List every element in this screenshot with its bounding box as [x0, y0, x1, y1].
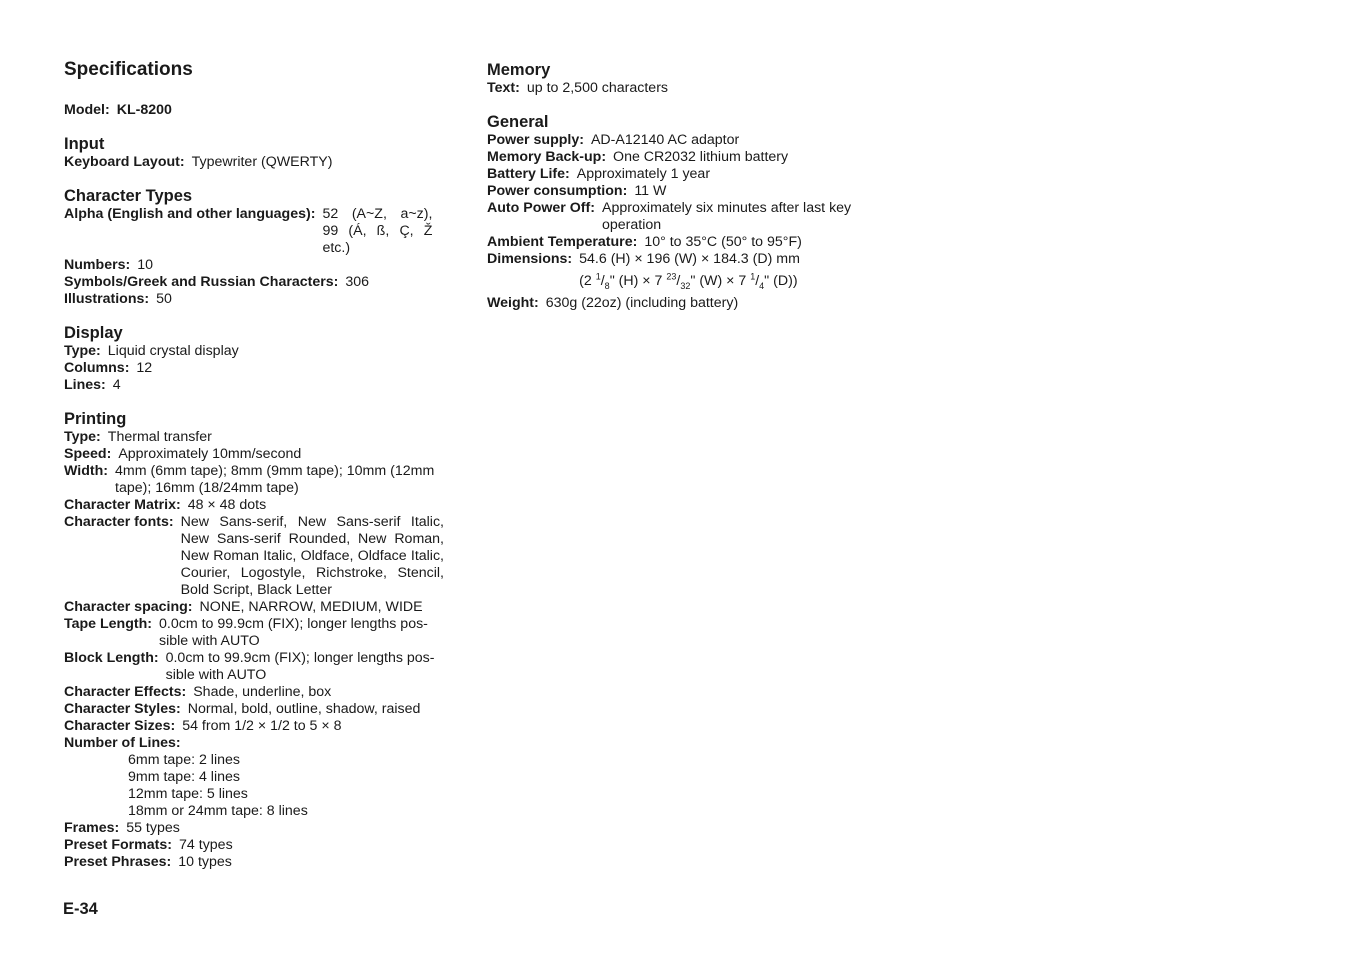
- input-section: [64, 135, 444, 171]
- frac-den: 4: [759, 280, 765, 291]
- spec-row: [487, 149, 887, 166]
- spec-value: 4: [112, 377, 121, 393]
- spec-row: [64, 820, 444, 837]
- spec-value: 10: [137, 257, 154, 273]
- spec-label: Illustrations:: [64, 291, 150, 307]
- spec-row: [64, 463, 444, 497]
- spec-value: One CR2032 lithium battery: [613, 149, 789, 165]
- spec-label: Character Effects:: [64, 684, 187, 700]
- spec-value: 4mm (6mm tape); 8mm (9mm tape); 10mm (12mm tape); 16mm (18/24mm tape): [115, 463, 435, 496]
- spec-value: 55 types: [126, 820, 180, 836]
- dimensions-imperial: (2 $^1/_8$" (H) × 7 $^{23}/_{32}$" (W) × 7 $^1/_4$" (D)): [579, 271, 798, 291]
- frac-num: 1: [595, 271, 601, 281]
- spec-row: [487, 183, 887, 200]
- spec-label: Character Matrix:: [64, 497, 181, 513]
- frac-den: 32: [680, 280, 691, 291]
- spec-label: Alpha (English and other languages):: [64, 206, 316, 222]
- spec-row: [64, 854, 444, 871]
- spec-row: [64, 684, 444, 701]
- spec-label: Memory Back-up:: [487, 149, 607, 165]
- spec-label: Symbols/Greek and Russian Characters:: [64, 274, 339, 290]
- spec-row: [64, 837, 444, 854]
- spec-row: [64, 360, 444, 377]
- spec-label: Width:: [64, 463, 108, 479]
- spec-value: Normal, bold, outline, shadow, raised: [187, 701, 421, 717]
- spec-row: [487, 166, 887, 183]
- spec-label: Lines:: [64, 377, 106, 393]
- spec-row: [487, 234, 887, 251]
- spec-row: [64, 429, 444, 446]
- spec-value: 0.0cm to 99.9cm (FIX); longer lengths pos-sible with AUTO: [159, 616, 428, 649]
- dim-part: " (D)): [764, 272, 798, 289]
- spec-value: New Sans-serif, New Sans-serif Italic, New Sans-serif Rounded, New Roman, New Roman Italic, Oldface, Oldface Italic, Courier, Logostyle, Richstroke, Stencil, Bold Script, Black Letter: [180, 514, 444, 598]
- spec-row: [64, 377, 444, 394]
- spec-value: Approximately 10mm/second: [118, 446, 302, 462]
- spec-label: Tape Length:: [64, 616, 153, 632]
- spec-row: [64, 154, 444, 171]
- spec-row: [487, 200, 887, 234]
- spec-row: [64, 257, 444, 274]
- spec-value: Approximately 1 year: [576, 166, 711, 182]
- spec-value: 12: [136, 360, 153, 376]
- spec-row: [64, 446, 444, 463]
- input-heading: Input: [64, 135, 105, 153]
- spec-row: [64, 514, 444, 599]
- spec-value: AD-A12140 AC adaptor: [590, 132, 740, 148]
- spec-row: [64, 616, 444, 650]
- spec-label: Power supply:: [487, 132, 584, 148]
- spec-label: Keyboard Layout:: [64, 154, 185, 170]
- spec-label: Preset Formats:: [64, 837, 173, 853]
- memory-section: [487, 61, 887, 97]
- spec-label: Numbers:: [64, 257, 131, 273]
- left-column: [64, 58, 444, 871]
- list-item: 12mm tape: 5 lines: [128, 786, 248, 802]
- character-types-heading: Character Types: [64, 187, 193, 205]
- spec-row: [487, 295, 887, 312]
- character-types-section: [64, 187, 444, 308]
- list-item: 9mm tape: 4 lines: [128, 769, 240, 785]
- spec-row: [64, 274, 444, 291]
- spec-label: Frames:: [64, 820, 120, 836]
- printing-section: [64, 410, 444, 871]
- spec-value: 11 W: [634, 183, 667, 199]
- display-section: [64, 324, 444, 394]
- spec-row: [64, 650, 444, 684]
- spec-value: 630g (22oz) (including battery): [545, 294, 739, 311]
- spec-row: [64, 701, 444, 718]
- spec-row: [64, 718, 444, 735]
- dim-part: " (W) × 7: [690, 272, 751, 289]
- right-column: [487, 58, 887, 312]
- model-value: KL-8200: [116, 102, 172, 118]
- spec-row: [64, 291, 444, 308]
- spec-label: Character spacing:: [64, 599, 193, 615]
- frac-num: 23: [666, 271, 677, 281]
- model-row: [64, 102, 444, 119]
- page-title: Specifications: [64, 59, 193, 80]
- spec-value: NONE, NARROW, MEDIUM, WIDE: [199, 599, 423, 615]
- spec-label: Text:: [487, 80, 520, 96]
- spec-label: Type:: [64, 343, 101, 359]
- list-item: 6mm tape: 2 lines: [128, 752, 240, 768]
- spec-value: Approximately six minutes after last key operation: [601, 200, 852, 233]
- spec-value: 0.0cm to 99.9cm (FIX); longer lengths pos-sible with AUTO: [165, 650, 435, 683]
- spec-label: Character Sizes:: [64, 718, 176, 734]
- spec-label: Character fonts:: [64, 514, 174, 530]
- number-of-lines: [64, 735, 444, 820]
- spec-value: 306: [345, 274, 370, 290]
- display-heading: Display: [64, 324, 123, 342]
- spec-label: Auto Power Off:: [487, 200, 595, 216]
- spec-value: 54 from 1/2 × 1/2 to 5 × 8: [182, 718, 342, 734]
- dim-part: " (H) × 7: [609, 272, 667, 289]
- spec-label: Dimensions:: [487, 251, 573, 267]
- frac-den: 8: [604, 280, 610, 291]
- spec-value: 52 (A~Z, a~z), 99 (Á, ß, Ç, Ž etc.): [322, 206, 433, 256]
- spec-value: Shade, underline, box: [193, 684, 332, 700]
- spec-value: Liquid crystal display: [107, 343, 239, 359]
- spec-label: Number of Lines:: [64, 735, 181, 751]
- spec-label: Columns:: [64, 360, 130, 376]
- spec-value: Thermal transfer: [107, 429, 212, 445]
- spec-label: Type:: [64, 429, 101, 445]
- spec-value: 48 × 48 dots: [187, 497, 267, 513]
- spec-value: Typewriter (QWERTY): [191, 154, 333, 170]
- printing-heading: Printing: [64, 410, 127, 428]
- spec-label: Block Length:: [64, 650, 159, 666]
- spec-label: Ambient Temperature:: [487, 234, 638, 250]
- spec-row: [487, 132, 887, 149]
- spec-row: [64, 599, 444, 616]
- general-heading: General: [487, 113, 549, 131]
- spec-value: up to 2,500 characters: [526, 80, 669, 96]
- spec-row: [487, 80, 887, 97]
- spec-value: 74 types: [179, 837, 233, 853]
- spec-value: 50: [156, 291, 172, 307]
- page-number: E-34: [63, 900, 98, 918]
- spec-label: Preset Phrases:: [64, 854, 172, 870]
- spec-row-dimensions: [487, 251, 887, 295]
- general-section: [487, 113, 887, 312]
- spec-value: 10 types: [178, 854, 232, 870]
- spec-label: Character Styles:: [64, 701, 181, 717]
- list-item: 18mm or 24mm tape: 8 lines: [128, 803, 308, 819]
- spec-row: [64, 497, 444, 514]
- spec-label: Power consumption:: [487, 183, 628, 199]
- memory-heading: Memory: [487, 61, 551, 79]
- dim-part: (2: [579, 272, 596, 289]
- spec-label: Weight:: [487, 294, 539, 311]
- spec-row: [64, 206, 444, 257]
- spec-label: Speed:: [64, 446, 112, 462]
- spec-value: 10° to 35°C (50° to 95°F): [644, 234, 802, 250]
- frac-num: 1: [750, 271, 756, 281]
- lines-list: [64, 752, 444, 820]
- spec-label: Battery Life:: [487, 166, 570, 182]
- spec-value: [579, 251, 887, 295]
- model-label: Model:: [64, 102, 110, 118]
- dimensions-metric: 54.6 (H) × 196 (W) × 184.3 (D) mm: [579, 251, 800, 267]
- spec-row: [64, 343, 444, 360]
